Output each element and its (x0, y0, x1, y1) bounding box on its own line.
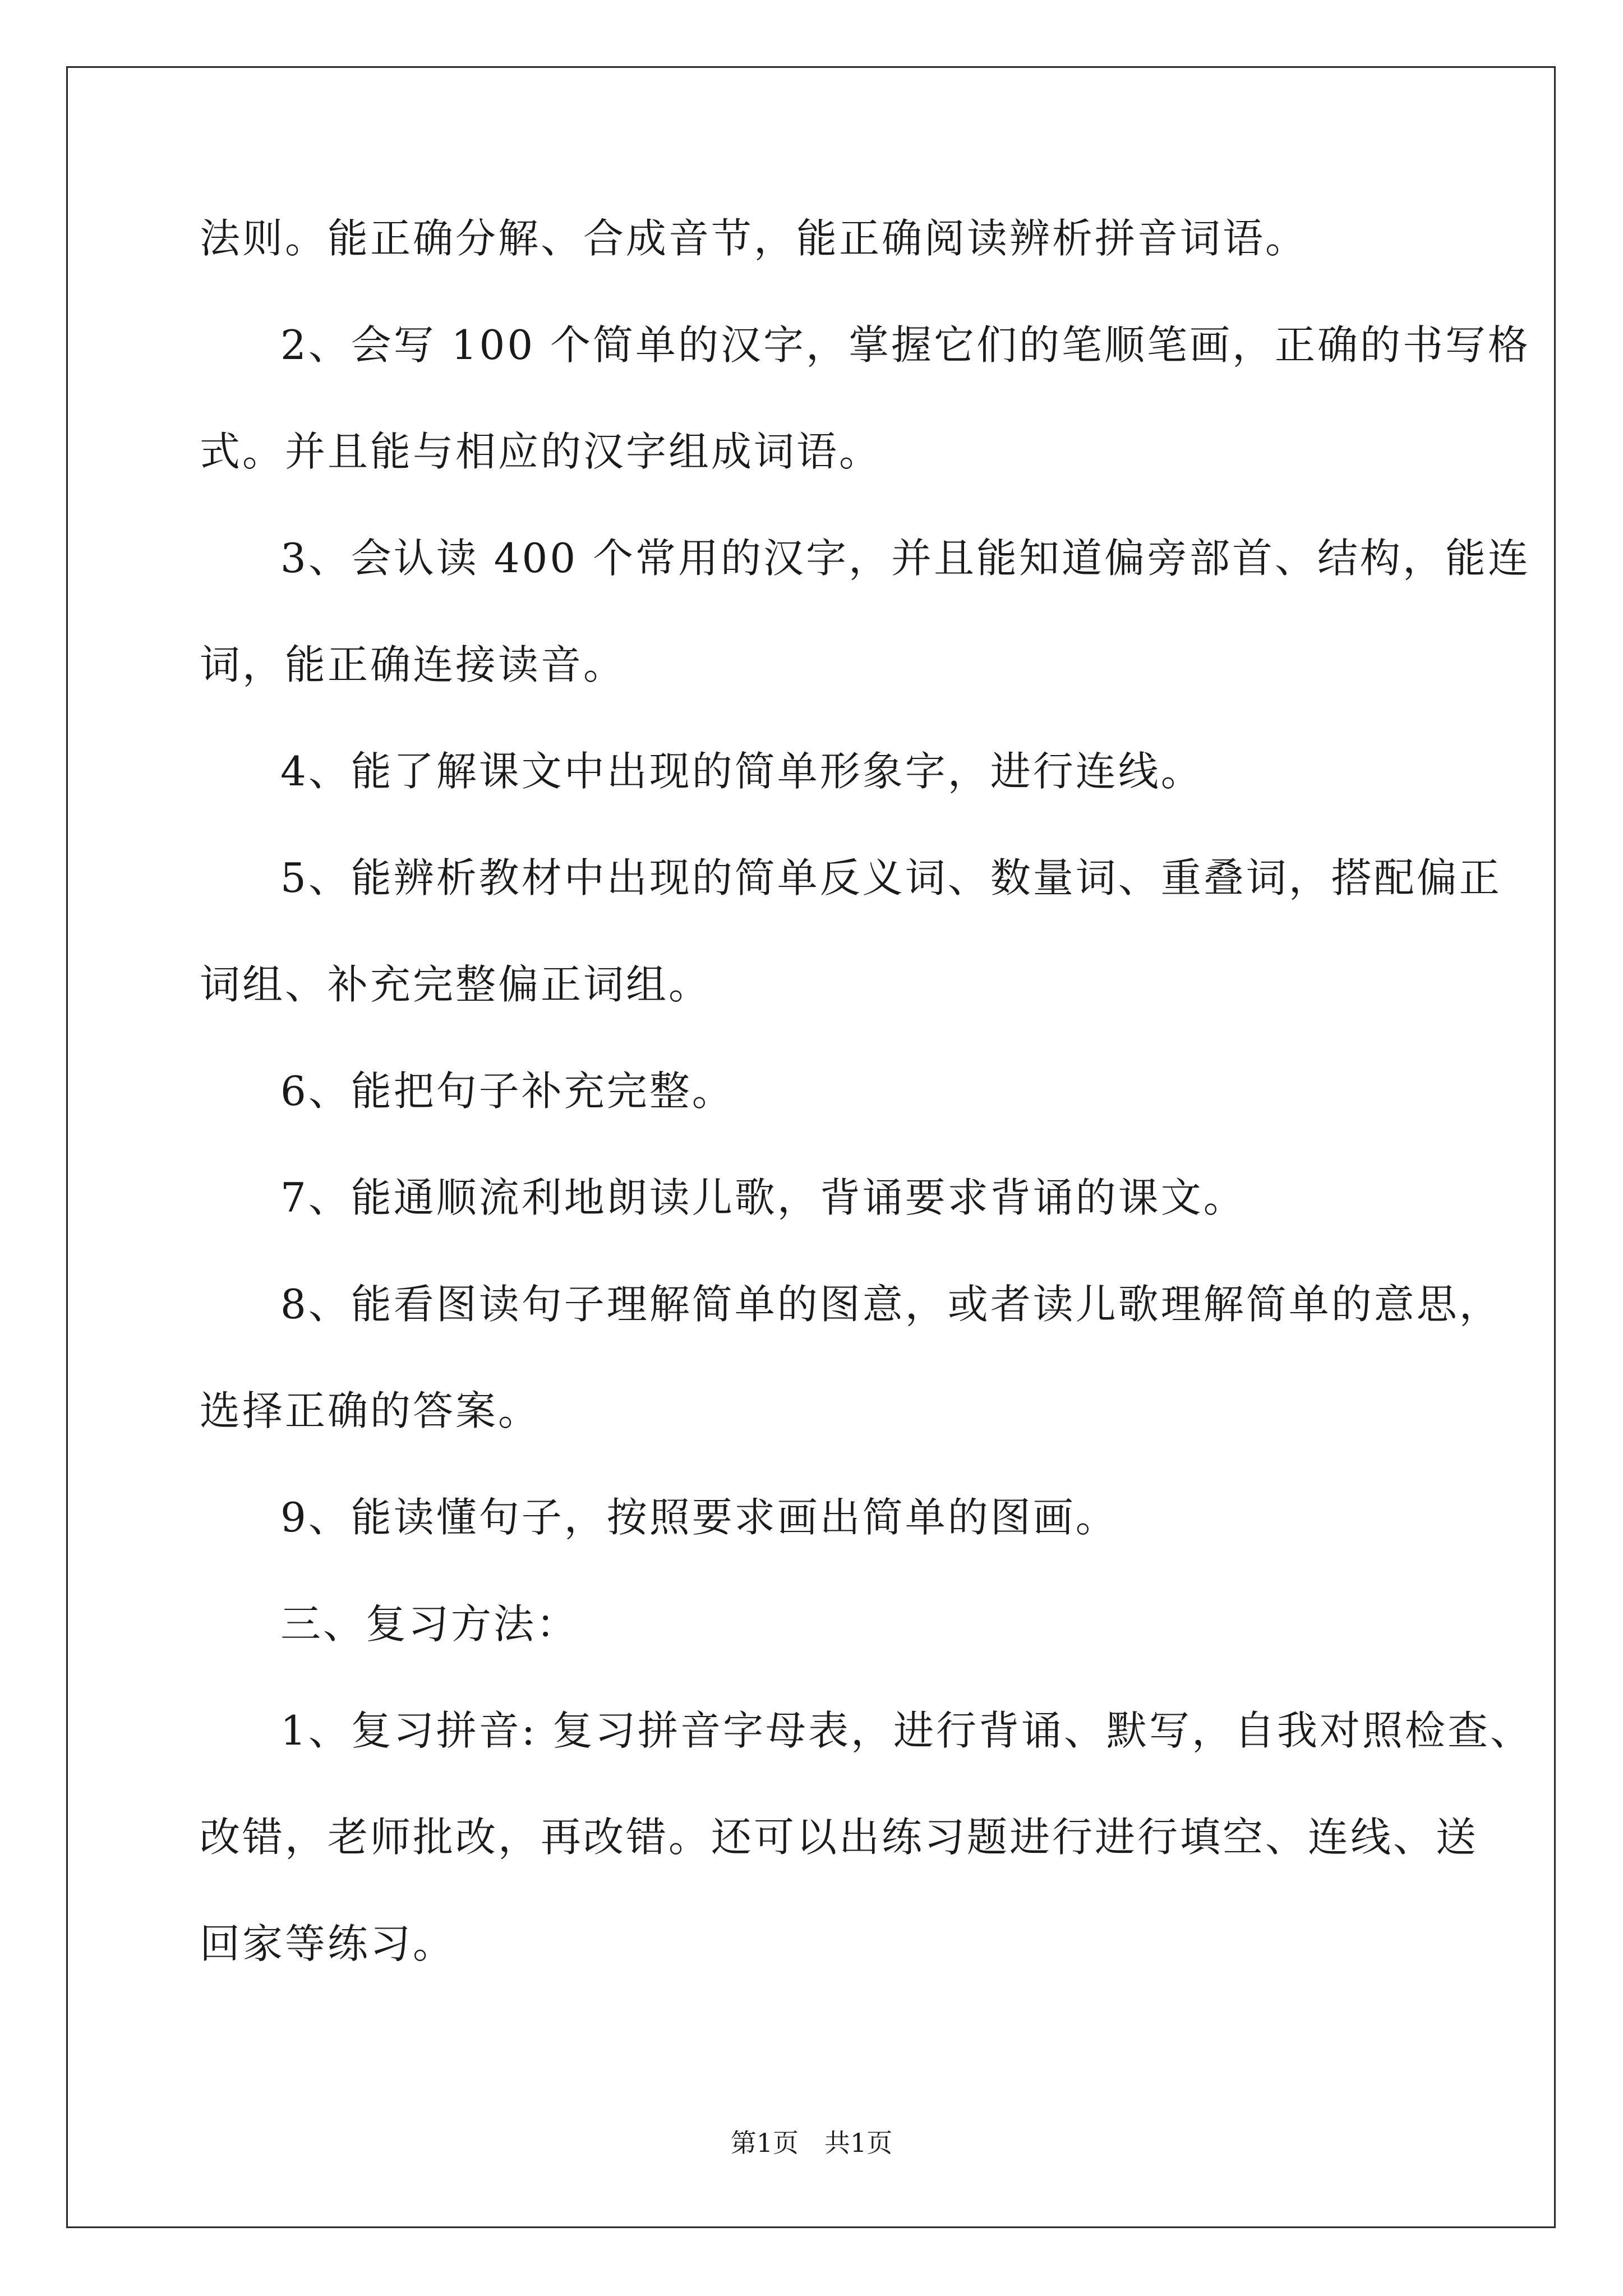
text-line: 3、会认读 400 个常用的汉字，并且能知道偏旁部首、结构，能连 (280, 535, 1531, 582)
text-line: 回家等练习。 (200, 1920, 456, 1967)
text-line: 4、能了解课文中出现的简单形象字，进行连线。 (280, 748, 1204, 795)
text-line: 9、能读懂句子，按照要求画出简单的图画。 (280, 1494, 1118, 1541)
text-line: 2、会写 100 个简单的汉字，掌握它们的笔顺笔画，正确的书写格 (280, 321, 1531, 369)
text-line: 词，能正确连接读音。 (200, 641, 626, 688)
text-line: 词组、补充完整偏正词组。 (200, 961, 712, 1008)
page-footer: 第1页 共1页 (730, 2128, 893, 2158)
text-line: 6、能把句子补充完整。 (280, 1068, 735, 1115)
text-line: 7、能通顺流利地朗读儿歌，背诵要求背诵的课文。 (280, 1174, 1246, 1221)
section-heading: 三、复习方法： (280, 1600, 579, 1648)
page-border (66, 66, 1556, 2228)
text-line: 改错，老师批改，再改错。还可以出练习题进行进行填空、连线、送 (200, 1814, 1479, 1861)
text-line: 1、复习拼音: 复习拼音字母表，进行背诵、默写，自我对照检查、 (280, 1707, 1533, 1754)
text-line: 法则。能正确分解、合成音节，能正确阅读辨析拼音词语。 (200, 215, 1308, 262)
text-line: 选择正确的答案。 (200, 1387, 541, 1434)
text-line: 8、能看图读句子理解简单的图意，或者读儿歌理解简单的意思， (280, 1281, 1502, 1328)
text-line: 式。并且能与相应的汉字组成词语。 (200, 428, 882, 475)
text-line: 5、能辨析教材中出现的简单反义词、数量词、重叠词，搭配偏正 (280, 854, 1502, 901)
